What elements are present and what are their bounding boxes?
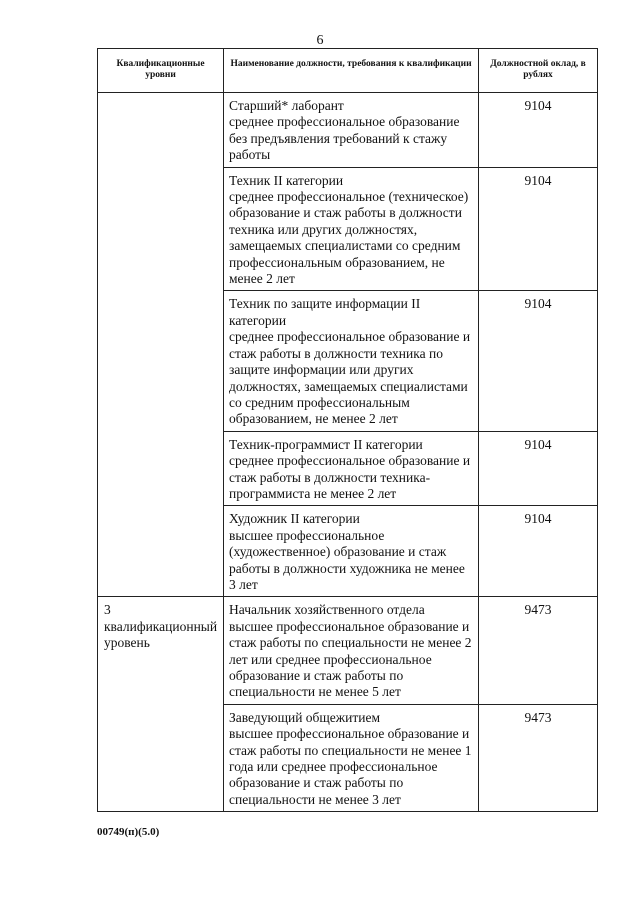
page-number: 6	[316, 33, 324, 48]
position-title: Техник по защите информации II категории	[229, 296, 421, 328]
salary-cell: 9104	[479, 431, 598, 506]
salary-cell: 9104	[479, 167, 598, 291]
position-cell	[224, 597, 479, 704]
position-requirements: высшее профессиональное образование и стаж работы по специальности не менее 1 года или среднее профессиональное образование и стаж работы по специальности не менее 3 лет	[229, 726, 472, 807]
position-requirements: среднее профессиональное образование и стаж работы в должности техника по защите информации или других должностях, замещаемых специалистами со средним профессиональным образованием, не менее 2 лет	[229, 329, 471, 427]
position-requirements: среднее профессиональное образование и стаж работы в должности техника-программиста не менее 2 лет	[229, 453, 471, 501]
position-cell	[224, 291, 479, 431]
position-cell	[224, 93, 479, 168]
position-cell	[224, 704, 479, 811]
level-cell	[98, 93, 224, 597]
header-salary: Должностной оклад, в рублях	[479, 49, 598, 93]
position-title: Старший* лаборант	[229, 98, 344, 113]
position-title: Художник II категории	[229, 511, 360, 527]
position-title: Заведующий общежитием	[229, 709, 381, 725]
document-code: 00749(п)(5.0)	[97, 826, 160, 838]
position-title: Техник II категории	[229, 172, 344, 188]
qualification-table	[97, 48, 598, 812]
position-title: Начальник хозяйственного отдела	[229, 602, 425, 618]
salary-cell: 9104	[479, 93, 598, 168]
level-cell: 3 квалификационный уровень	[98, 597, 224, 812]
position-cell	[224, 167, 479, 291]
position-requirements: высшее профессиональное (художественное) образование и стаж работы в должности художника не менее 3 лет	[229, 527, 465, 592]
table-row	[98, 597, 598, 704]
position-requirements: среднее профессиональное образование без предъявления требований к стажу работы	[229, 114, 460, 163]
header-position-requirements: Наименование должности, требования к квалификации	[224, 49, 479, 93]
header-qualification-levels: Квалификационные уровни	[98, 49, 224, 93]
position-title: Техник-программист II категории	[229, 436, 423, 452]
salary-cell: 9104	[479, 291, 598, 431]
position-requirements: среднее профессиональное (техническое) образование и стаж работы в должности техника или других должностях, замещаемых специалистами со средним профессиональным образованием, не менее 2 лет	[229, 189, 469, 287]
position-requirements: высшее профессиональное образование и стаж работы по специальности не менее 2 лет или среднее профессиональное образование и стаж работы по специальности не менее 5 лет	[229, 618, 472, 700]
table-header-row	[98, 49, 598, 93]
position-cell	[224, 431, 479, 506]
salary-cell: 9104	[479, 506, 598, 597]
position-cell	[224, 506, 479, 597]
table-row	[98, 93, 598, 168]
salary-cell: 9473	[479, 704, 598, 811]
salary-cell: 9473	[479, 597, 598, 704]
